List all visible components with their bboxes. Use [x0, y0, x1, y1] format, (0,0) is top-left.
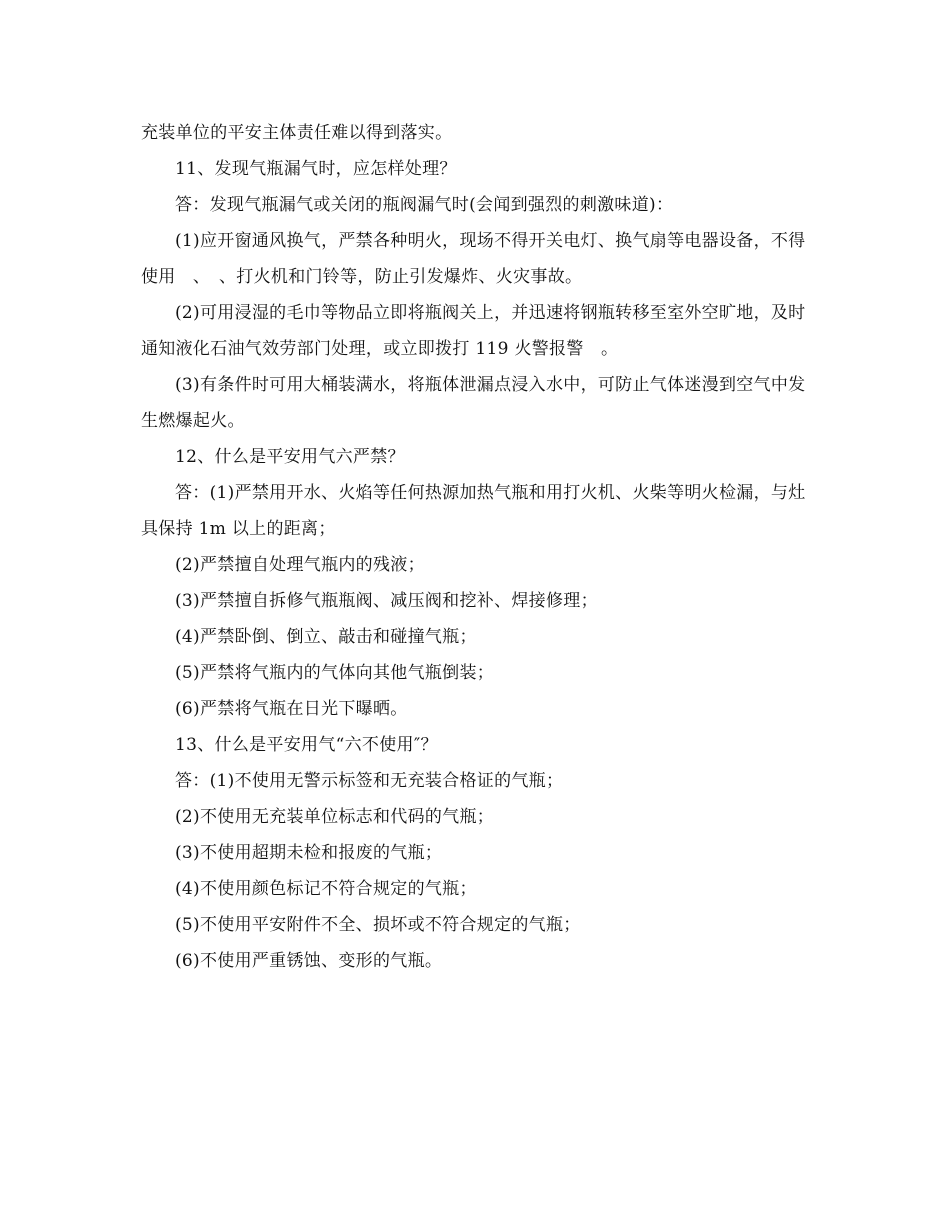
answer-intro-11: 答：发现气瓶漏气或关闭的瓶阀漏气时(会闻到强烈的刺激味道)： — [175, 195, 674, 215]
answer-item-11-1: (1)应开窗通风换气，严禁各种明火，现场不得开关电灯、换气扇等电器设备，不得使用 、 、打火机和门铃等，防止引发爆炸、火灾事故。 — [141, 231, 806, 287]
answer-item-12-2: (2)严禁擅自处理气瓶内的残液； — [175, 555, 425, 575]
answer-item-13-6: (6)不使用严重锈蚀、变形的气瓶。 — [175, 951, 443, 971]
answer-item-12-4: (4)严禁卧倒、倒立、敲击和碰撞气瓶； — [175, 627, 477, 647]
answer-item-13-3: (3)不使用超期未检和报废的气瓶； — [175, 843, 443, 863]
answer-item-11-2: (2)可用浸湿的毛巾等物品立即将瓶阀关上，并迅速将钢瓶转移至室外空旷地，及时通知液化石油气效劳部门处理，或立即拨打 119 火警报警 。 — [141, 303, 806, 359]
paragraph-continuation: 充装单位的平安主体责任难以得到落实。 — [141, 123, 453, 143]
answer-item-13-1: 答：(1)不使用无警示标签和无充装合格证的气瓶； — [175, 771, 564, 791]
question-heading-13: 13、什么是平安用气“六不使用″？ — [175, 735, 438, 755]
answer-item-12-6: (6)严禁将气瓶在日光下曝晒。 — [175, 699, 408, 719]
answer-item-13-5: (5)不使用平安附件不全、损坏或不符合规定的气瓶； — [175, 915, 581, 935]
question-heading-12: 12、什么是平安用气六严禁？ — [175, 447, 405, 467]
answer-item-12-3: (3)严禁擅自拆修气瓶瓶阀、减压阀和挖补、焊接修理； — [175, 591, 598, 611]
answer-item-12-5: (5)严禁将气瓶内的气体向其他气瓶倒装； — [175, 663, 495, 683]
answer-item-13-2: (2)不使用无充装单位标志和代码的气瓶； — [175, 807, 495, 827]
question-heading-11: 11、发现气瓶漏气时，应怎样处理？ — [175, 159, 457, 179]
answer-item-12-1: 答：(1)严禁用开水、火焰等任何热源加热气瓶和用打火机、火柴等明火检漏，与灶具保持 1m 以上的距离； — [141, 483, 806, 539]
answer-item-13-4: (4)不使用颜色标记不符合规定的气瓶； — [175, 879, 477, 899]
document-body — [141, 115, 806, 979]
answer-item-11-3: (3)有条件时可用大桶装满水，将瓶体泄漏点浸入水中，可防止气体迷漫到空气中发生燃爆起火。 — [141, 375, 806, 431]
